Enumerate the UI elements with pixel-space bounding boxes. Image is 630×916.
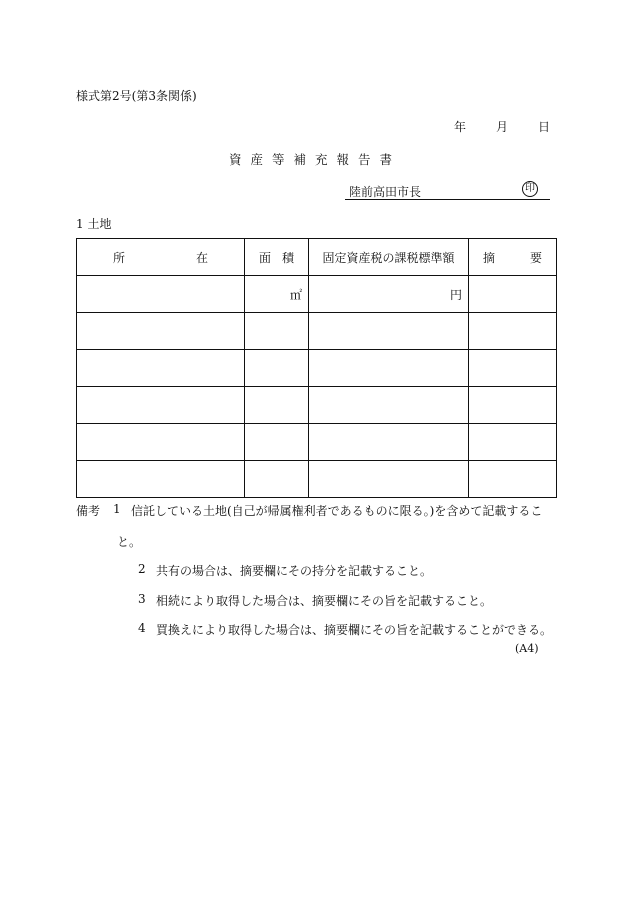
cell-assessment[interactable] xyxy=(309,350,469,387)
table-row xyxy=(77,350,557,387)
cell-assessment[interactable] xyxy=(309,276,469,313)
table-header-row xyxy=(77,239,557,276)
date-line xyxy=(454,118,550,135)
date-month: 月 xyxy=(496,120,509,134)
seal-mark: 印 xyxy=(522,181,538,197)
header-remarks-a: 摘 xyxy=(483,250,496,265)
note-1-text-continued: と。 xyxy=(117,535,142,549)
header-remarks xyxy=(469,239,557,276)
cell-area[interactable] xyxy=(245,424,309,461)
header-remarks-b: 要 xyxy=(529,250,542,265)
form-number: 様式第2号(第3条関係) xyxy=(76,89,197,103)
table-row xyxy=(77,424,557,461)
header-location xyxy=(77,239,245,276)
cell-assessment[interactable] xyxy=(309,387,469,424)
cell-location[interactable] xyxy=(77,313,245,350)
section-heading: 1 土地 xyxy=(76,217,112,231)
cell-assessment[interactable] xyxy=(309,424,469,461)
header-location-a: 所 xyxy=(113,250,126,265)
page-title: 資産等補充報告書 xyxy=(228,152,401,167)
header-assessment: 固定資産税の課税標準額 xyxy=(309,239,469,276)
note-4-text: 買換えにより取得した場合は、摘要欄にその旨を記載することができる。 xyxy=(156,623,553,637)
table-row xyxy=(77,461,557,498)
cell-remarks[interactable] xyxy=(469,350,557,387)
note-1-text: 信託している土地(自己が帰属権利者であるものに限る。)を含めて記載するこ xyxy=(131,504,543,518)
cell-assessment[interactable] xyxy=(309,313,469,350)
cell-remarks[interactable] xyxy=(469,461,557,498)
note-1-number: 1 xyxy=(113,502,121,516)
cell-remarks[interactable] xyxy=(469,276,557,313)
cell-location[interactable] xyxy=(77,276,245,313)
cell-area[interactable] xyxy=(245,276,309,313)
table-row xyxy=(77,313,557,350)
cell-area[interactable] xyxy=(245,313,309,350)
addressee-name: 陸前高田市長 xyxy=(349,185,422,199)
cell-location[interactable] xyxy=(77,387,245,424)
cell-location[interactable] xyxy=(77,424,245,461)
header-area-a: 面 xyxy=(259,250,272,265)
table-row xyxy=(77,387,557,424)
cell-remarks[interactable] xyxy=(469,313,557,350)
date-day: 日 xyxy=(538,120,551,134)
header-area xyxy=(245,239,309,276)
land-table xyxy=(76,238,557,498)
paper-size-label: (A4) xyxy=(515,642,539,655)
cell-location[interactable] xyxy=(77,461,245,498)
date-year: 年 xyxy=(454,120,467,134)
note-2-text: 共有の場合は、摘要欄にその持分を記載すること。 xyxy=(156,564,433,578)
cell-remarks[interactable] xyxy=(469,424,557,461)
yen-unit: 円 xyxy=(449,287,462,302)
cell-area[interactable] xyxy=(245,350,309,387)
notes-label: 備考 xyxy=(76,504,101,518)
note-3-text: 相続により取得した場合は、摘要欄にその旨を記載すること。 xyxy=(156,594,493,608)
header-location-b: 在 xyxy=(195,250,208,265)
cell-assessment[interactable] xyxy=(309,461,469,498)
cell-area[interactable] xyxy=(245,387,309,424)
area-unit: ㎡ xyxy=(289,287,302,302)
header-area-b: 積 xyxy=(281,250,294,265)
addressee-line xyxy=(345,183,550,200)
table-row xyxy=(77,276,557,313)
note-2-number: 2 xyxy=(138,562,146,576)
note-3-number: 3 xyxy=(138,592,146,606)
cell-location[interactable] xyxy=(77,350,245,387)
note-4-number: 4 xyxy=(138,621,146,635)
cell-area[interactable] xyxy=(245,461,309,498)
cell-remarks[interactable] xyxy=(469,387,557,424)
